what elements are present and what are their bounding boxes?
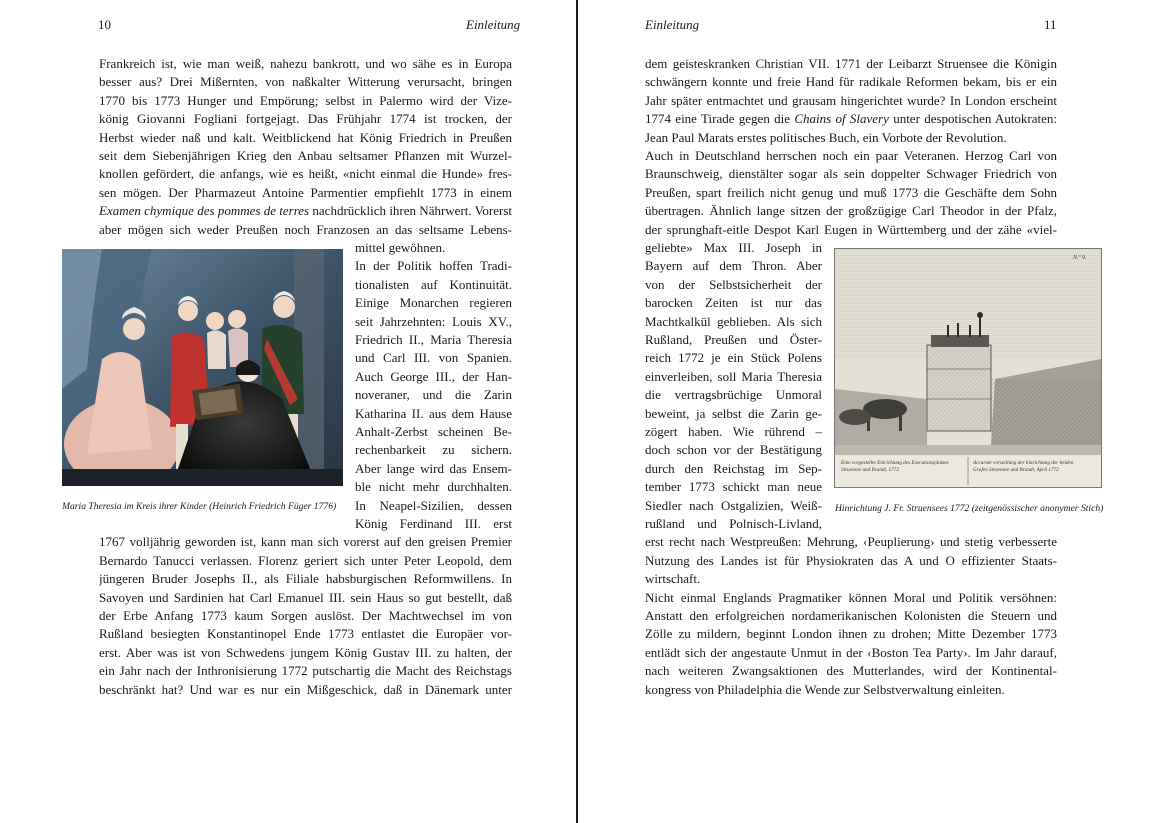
text-line: Auch in Deutschland herrschen noch ein paar Veteranen. Herzog Carl von — [645, 148, 1057, 163]
text-line-with-title — [99, 202, 512, 220]
text-line: doch schon vor der Bestätigung — [645, 442, 822, 458]
text-line: einverleiben, soll Maria Theresia — [645, 368, 822, 384]
text-line: Machtkalkül geblieben. Als sich — [645, 313, 822, 329]
book-title: Chains of Slavery — [794, 111, 889, 127]
text-line: Bayern auf dem Thron. Aber — [645, 258, 822, 274]
text-line: In der Politik hoffen Tradi- — [355, 258, 512, 274]
text-line: Friedrich II., Maria Theresia — [355, 332, 512, 347]
text-line: Rußland, Preußen und Öster- — [645, 332, 822, 347]
text-line: tember 1773 schickt man neue — [645, 479, 822, 495]
text-line: Siedler nach Ostgalizien, Weiß- — [645, 497, 822, 513]
text-fragment: nachdrücklich ihren Nährwert. Vorerst — [312, 203, 512, 219]
text-line: besser aus? Drei Mißernten, von naßkalter Witterung verursacht, bringen — [99, 74, 512, 90]
engraving-caption-left-1: Eine vorgestellte Einrichtung des Executionsplatzes — [841, 460, 949, 466]
text-line: Einige Monarchen regieren — [355, 295, 512, 311]
text-line: seit Jahrzehnten: Louis XV., — [355, 313, 512, 329]
text-line: 1767 volljährig geworden ist, kann man sich vorerst auf den greisen Premier — [99, 534, 512, 550]
text-line: zögert haben. Wie rührend – — [645, 424, 822, 439]
maria-theresia-painting — [62, 249, 343, 486]
text-line: ble nicht mehr durchhalten. — [355, 479, 512, 495]
text-line: Frankreich ist, wie man weiß, nahezu bankrott, und wo sähe es in Europa — [99, 56, 512, 71]
page-gutter-divider — [576, 0, 578, 823]
text-line: Anhalt-Zerbst scheinen Be- — [355, 424, 512, 439]
text-line: Savoyen und Sardinien hat Carl Emanuel III. sein Haus so gut bestellt, daß — [99, 589, 512, 605]
text-line: erst. Aber was ist von Schwedens jungem König Gustav III. zu halten, der — [99, 644, 512, 660]
text-line: rußland und Polnisch-Livland, — [645, 516, 822, 531]
text-line: übertragen. Ähnlich lange sitzen der großzügige Carl Theodor in der Pfalz, — [645, 203, 1057, 219]
text-line: der sprunghaft-eitle Despot Karl Eugen in Württemberg und der zähe «viel- — [645, 221, 1057, 237]
text-line: Auch George III., der Han- — [355, 368, 512, 384]
text-line-with-title — [645, 110, 1057, 128]
text-line: Nicht einmal Englands Pragmatiker können Moral und Politik versöhnen: — [645, 589, 1057, 605]
text-line: Braunschweig, dienstälter sogar als sein doppelter Schwager Friedrich von — [645, 166, 1057, 182]
right-running-head: Einleitung — [645, 17, 700, 32]
text-line: noveraner, und die Zarin — [355, 387, 512, 403]
text-line: und Carl III. von Spanien. — [355, 350, 512, 366]
text-line: Nutzung des Landes ist für Physiokraten das A und O effizienter Staats- — [645, 552, 1057, 568]
text-line: seit dem Siebenjährigen Krieg den Anbau seltsamer Pflanzen mit Wurzel- — [99, 148, 512, 163]
text-line: kongress von Philadelphia die Wende zur Selbstverwaltung einleiten. — [645, 681, 1005, 697]
book-title: Examen chymique des pommes de terres — [99, 203, 310, 219]
text-line: reich 1772 je ein Stück Polens — [645, 350, 822, 366]
text-line: Anstatt den erfolgreichen nordamerikanischen Kolonisten die Steuern und — [645, 608, 1057, 623]
engraving-caption-right-2: Grafen Struensee und Brandt, April 1772 — [973, 467, 1059, 473]
text-line: beweint, ja selbst die Zarin ge- — [645, 405, 822, 421]
text-line: mittel gewöhnen. — [355, 240, 446, 255]
text-line: von der Selbstsicherheit der — [645, 276, 822, 292]
text-line: König Ferdinand III. erst — [355, 516, 512, 531]
text-line: nach weiteren Zwangsaktionen des Mutterlandes, wird der Kontinental- — [645, 663, 1057, 679]
text-line: Herbst wieder naß und kalt. Weitblickend hat König Friedrich in Preußen — [99, 129, 512, 145]
text-line: Rußland besiegten Konstantinopel Ende 1773 entlastet die Europäer vor- — [99, 626, 512, 642]
text-line: knollen gefördert, die anfangs, wie es heißt, «nicht einmal die Hunde» fres- — [99, 166, 512, 182]
text-line: Bernardo Tanucci verlassen. Florenz geriert sich unter Peter Leopold, dem — [99, 552, 512, 568]
left-page-number: 10 — [98, 17, 111, 32]
text-line: Aber lange wird das Ensem- — [355, 460, 512, 476]
struensee-execution-engraving — [834, 248, 1102, 488]
text-line: erst recht nach Westpreußen: Mehrung, ‹Peuplierung› und stetig verbesserte — [645, 534, 1057, 550]
text-line: schwängern konnte und freie Hand für radikale Reformen bekam, bis er ein — [645, 74, 1057, 90]
text-line: sen mögen. Der Pharmazeut Antoine Parmentier empfiehlt 1773 in einem — [99, 184, 512, 200]
left-running-head: Einleitung — [466, 17, 521, 32]
text-line: entlädt sich der angestaute Unmut in der ‹Boston Tea Party›. Im Jahr darauf, — [645, 644, 1057, 660]
left-figure-caption: Maria Theresia im Kreis ihrer Kinder (Heinrich Friedrich Füger 1776) — [62, 501, 337, 512]
text-line: ein Jahr nach der Inthronisierung 1772 putschartig die Macht des Reichstags — [99, 663, 512, 679]
text-line: aber mögen sich weder Preußen noch Franzosen an das seltsame Lebens- — [99, 221, 512, 237]
text-line: barocken Zeiten ist nur das — [645, 295, 822, 311]
text-line: Preußen, spart freilich nicht genug und muß 1773 die Geschäfte dem Sohn — [645, 184, 1057, 200]
engraving-caption-left-2: Struensee und Brandt, 1772 — [841, 467, 899, 473]
text-line: Katharina II. aus dem Hause — [355, 405, 512, 421]
text-line: der Erbe Anfang 1773 kaum Sorgen auslöst. Der Machtwechsel im von — [99, 608, 512, 623]
text-line: jüngeren Bruder Josephs II., als Filiale habsburgischen Reformwillens. In — [99, 571, 512, 587]
text-line: durch den Reichstag im Sep- — [645, 460, 822, 476]
engraving-plate-number: N.º 9. — [1073, 255, 1087, 261]
text-fragment: 1774 eine Tirade gegen die — [645, 111, 791, 127]
text-line: Jahr später entmachtet und grausam hingerichtet wurde? In London erscheint — [645, 92, 1057, 108]
text-fragment: unter despotischen Autokraten: — [893, 111, 1057, 127]
text-line: rechenbarkeit zu sichern. — [355, 442, 512, 458]
text-line: Zölle zu mildern, beginnt London ihnen zu drohen; Mitte Dezember 1773 — [645, 626, 1057, 642]
text-line: Jean Paul Marats erstes politisches Buch, ein Vorbote der Revolution. — [645, 129, 1007, 145]
engraving-caption-right-1: Accurate vorstellung der hinrichtung der beiden — [973, 460, 1074, 466]
text-line: beschränkt hat? Und war es nur ein Mißgeschick, daß in Dänemark unter — [99, 681, 512, 697]
text-line: dem geisteskranken Christian VII. 1771 der Leibarzt Struensee die Königin — [645, 56, 1057, 71]
text-line: wirtschaft. — [645, 571, 701, 587]
text-line: könig Giovanni Fogliani fortgejagt. Das Frühjahr 1774 ist trocken, der — [99, 111, 512, 127]
text-line: tionalisten auf Kontinuität. — [355, 276, 512, 292]
right-figure-caption: Hinrichtung J. Fr. Struensees 1772 (zeitgenössischer anonymer Stich) — [835, 503, 1104, 514]
text-line: 1770 bis 1773 Hunger und Empörung; selbst in Palermo wird der Vize- — [99, 92, 512, 108]
right-page-number: 11 — [1044, 17, 1057, 32]
text-line: die vertragsbrüchige Unmoral — [645, 387, 822, 403]
text-line: In Neapel-Sizilien, dessen — [355, 497, 512, 513]
text-line: geliebte» Max III. Joseph in — [645, 240, 822, 255]
